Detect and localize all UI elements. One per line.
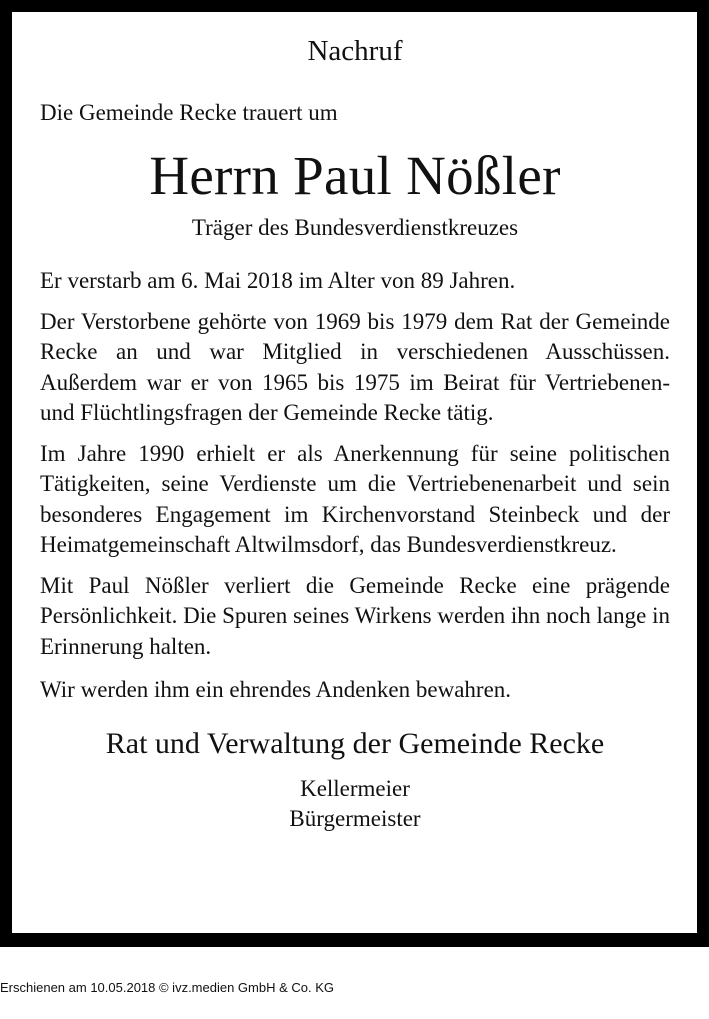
signer-block bbox=[40, 774, 670, 834]
notice-intro: Die Gemeinde Recke trauert um bbox=[40, 100, 338, 125]
obituary-content bbox=[40, 12, 670, 834]
notice-heading: Nachruf bbox=[307, 35, 403, 67]
paragraph-legacy: Mit Paul Nößler verliert die Gemeinde Recke eine prägende Persönlichkeit. Die Spuren seines Wirkens werden ihn noch lange in Erinnerung halten. bbox=[40, 572, 670, 659]
publication-footer: Erschienen am 10.05.2018 © ivz.medien GmbH & Co. KG bbox=[0, 980, 335, 995]
paragraph-council: Der Verstorbene gehörte von 1969 bis 1979 dem Rat der Gemeinde Recke an und war Mitglied in verschiedenen Ausschüssen. Außerdem war er von 1965 bis 1975 im Beirat für Vertriebenen- und Flüchtlingsfragen der Gemeinde Recke tätig. bbox=[40, 308, 670, 425]
signatory: Rat und Verwaltung der Gemeinde Recke bbox=[105, 726, 605, 760]
deceased-honor: Träger des Bundesverdienstkreuzes bbox=[191, 214, 519, 240]
paragraph-award: Im Jahre 1990 erhielt er als Anerkennung für seine politischen Tätigkeiten, seine Verdienste um die Vertriebenenarbeit und sein besonderes Engagement im Kirchenvorstand Steinbeck und der Heimatgemeinschaft Altwilmsdorf, das Bundesverdienstkreuz. bbox=[40, 440, 670, 557]
obituary-panel bbox=[12, 12, 697, 933]
signer-title: Bürgermeister bbox=[289, 805, 421, 831]
paragraph-death: Er verstarb am 6. Mai 2018 im Alter von 89 Jahren. bbox=[40, 268, 516, 293]
signer-name: Kellermeier bbox=[300, 775, 410, 801]
deceased-name: Herrn Paul Nößler bbox=[149, 144, 561, 206]
paragraph-farewell: Wir werden ihm ein ehrendes Andenken bewahren. bbox=[40, 677, 512, 702]
